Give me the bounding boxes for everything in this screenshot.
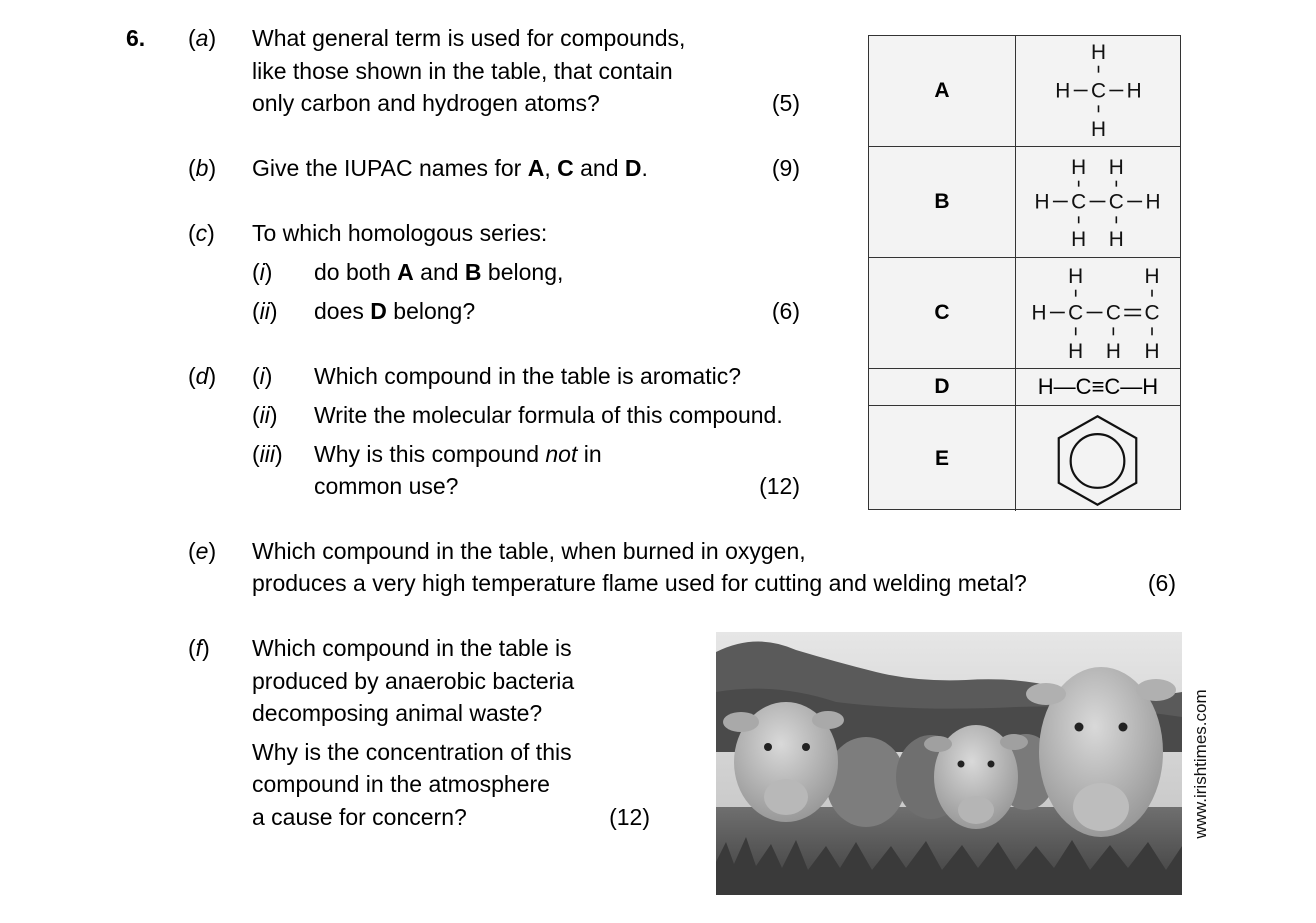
svg-text:H: H xyxy=(1068,264,1084,288)
svg-text:H: H xyxy=(1031,301,1047,325)
svg-text:C: C xyxy=(1090,79,1107,103)
part-d-ii-label: (ii) xyxy=(252,402,278,428)
part-f-line-6: a cause for concern? xyxy=(252,804,467,830)
cows-photo xyxy=(716,632,1182,895)
part-f-line-5: compound in the atmosphere xyxy=(252,771,550,797)
svg-text:H: H xyxy=(1126,79,1142,103)
row-label-b: B xyxy=(869,147,1016,257)
part-f-line-4: Why is the concentration of this xyxy=(252,739,572,765)
svg-text:H: H xyxy=(1071,155,1087,179)
svg-text:H: H xyxy=(1144,340,1160,364)
table-row-d xyxy=(869,369,1180,406)
table-row-a xyxy=(869,36,1180,147)
part-c-ii-text: does D belong? xyxy=(314,298,476,324)
svg-text:H: H xyxy=(1105,340,1121,364)
svg-text:H: H xyxy=(1071,228,1087,252)
part-a-line-1: What general term is used for compounds, xyxy=(252,25,686,51)
part-e-line-2: produces a very high temperature flame used for cutting and welding metal? xyxy=(252,570,1027,596)
svg-text:H: H xyxy=(1144,264,1160,288)
svg-text:C: C xyxy=(1105,301,1121,325)
table-row-c xyxy=(869,258,1180,369)
row-label-a: A xyxy=(869,36,1016,146)
svg-text:H: H xyxy=(1090,118,1107,142)
part-c-ii-label: (ii) xyxy=(252,298,278,324)
part-d-ii-text: Write the molecular formula of this compound. xyxy=(314,402,783,428)
row-label-c: C xyxy=(869,258,1016,368)
svg-text:H: H xyxy=(1090,40,1107,64)
part-f-line-1: Which compound in the table is xyxy=(252,635,572,661)
ethane-structure xyxy=(1016,147,1180,257)
part-b-text: Give the IUPAC names for A, C and D. xyxy=(252,155,648,181)
part-a-label: (a) xyxy=(188,25,217,51)
table-row-b xyxy=(869,147,1180,258)
part-d-i-label: (i) xyxy=(252,363,273,389)
svg-text:H: H xyxy=(1055,79,1071,103)
svg-text:C: C xyxy=(1108,190,1124,214)
question-number: 6. xyxy=(126,25,146,51)
methane-structure xyxy=(1016,36,1180,146)
part-b-marks: (9) xyxy=(771,155,800,181)
part-d-iii-line-2: common use? xyxy=(314,473,459,499)
part-f-marks: (12) xyxy=(609,804,650,830)
part-d-label: (d) xyxy=(188,363,217,389)
part-a-line-3: only carbon and hydrogen atoms? xyxy=(252,90,600,116)
part-d-iii-text: Why is this compound not in xyxy=(314,441,602,467)
row-label-d: D xyxy=(869,369,1016,405)
part-f-label: (f) xyxy=(188,635,210,661)
table-row-e xyxy=(869,406,1180,511)
part-e-marks: (6) xyxy=(1147,570,1176,596)
part-b-label: (b) xyxy=(188,155,217,181)
photo-credit: www.irishtimes.com xyxy=(1191,688,1210,839)
ethyne-formula: H—C≡C—H xyxy=(1037,374,1159,399)
benzene-ring-icon xyxy=(1016,406,1180,511)
svg-text:H: H xyxy=(1108,228,1124,252)
svg-text:H: H xyxy=(1145,190,1161,214)
propene-structure xyxy=(1016,258,1180,368)
part-d-iii-label: (iii) xyxy=(252,441,283,467)
part-a-line-2: like those shown in the table, that contain xyxy=(252,58,673,84)
part-c-intro: To which homologous series: xyxy=(252,220,548,246)
part-e-label: (e) xyxy=(188,538,217,564)
part-f-line-2: produced by anaerobic bacteria xyxy=(252,668,575,694)
compound-table xyxy=(868,35,1181,510)
row-label-e: E xyxy=(869,406,1016,511)
svg-text:H: H xyxy=(1108,155,1124,179)
svg-text:H: H xyxy=(1068,340,1084,364)
part-a-marks: (5) xyxy=(771,90,800,116)
part-c-label: (c) xyxy=(188,220,215,246)
svg-text:C: C xyxy=(1144,301,1160,325)
part-d-marks: (12) xyxy=(759,473,800,499)
part-f-line-3: decomposing animal waste? xyxy=(252,700,543,726)
part-c-marks: (6) xyxy=(771,298,800,324)
part-c-i-text: do both A and B belong, xyxy=(314,259,564,285)
part-e-line-1: Which compound in the table, when burned in oxygen, xyxy=(252,538,806,564)
part-c-i-label: (i) xyxy=(252,259,273,285)
part-d-i-text: Which compound in the table is aromatic? xyxy=(314,363,741,389)
svg-text:H: H xyxy=(1034,190,1050,214)
svg-text:C: C xyxy=(1071,190,1087,214)
svg-text:C: C xyxy=(1068,301,1084,325)
